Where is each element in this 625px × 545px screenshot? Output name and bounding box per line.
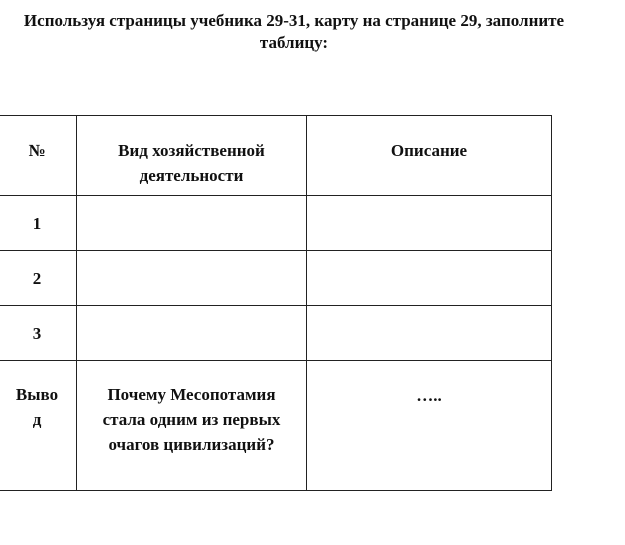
instruction-line-2: таблицу: bbox=[259, 33, 329, 52]
instruction-line-1: Используя страницы учебника 29-31, карту на странице 29, заполните bbox=[23, 11, 565, 30]
table-row bbox=[0, 306, 552, 361]
task-instruction bbox=[0, 10, 594, 54]
header-description: Описание bbox=[307, 116, 552, 196]
worksheet-table bbox=[0, 115, 552, 491]
row-number: 2 bbox=[0, 251, 77, 306]
conclusion-label: Вывод bbox=[0, 361, 77, 491]
conclusion-row bbox=[0, 361, 552, 491]
table-row bbox=[0, 251, 552, 306]
activity-type-cell[interactable] bbox=[77, 306, 307, 361]
table-header-row bbox=[0, 116, 552, 196]
conclusion-question: Почему Месопотамия стала одним из первых очагов цивилизаций? bbox=[77, 361, 307, 491]
row-number: 1 bbox=[0, 196, 77, 251]
row-number: 3 bbox=[0, 306, 77, 361]
conclusion-answer[interactable]: ….. bbox=[307, 361, 552, 491]
table-row bbox=[0, 196, 552, 251]
description-cell[interactable] bbox=[307, 251, 552, 306]
header-number: № bbox=[0, 116, 77, 196]
description-cell[interactable] bbox=[307, 196, 552, 251]
activity-type-cell[interactable] bbox=[77, 196, 307, 251]
description-cell[interactable] bbox=[307, 306, 552, 361]
header-activity-type: Вид хозяйственной деятельности bbox=[77, 116, 307, 196]
activity-type-cell[interactable] bbox=[77, 251, 307, 306]
